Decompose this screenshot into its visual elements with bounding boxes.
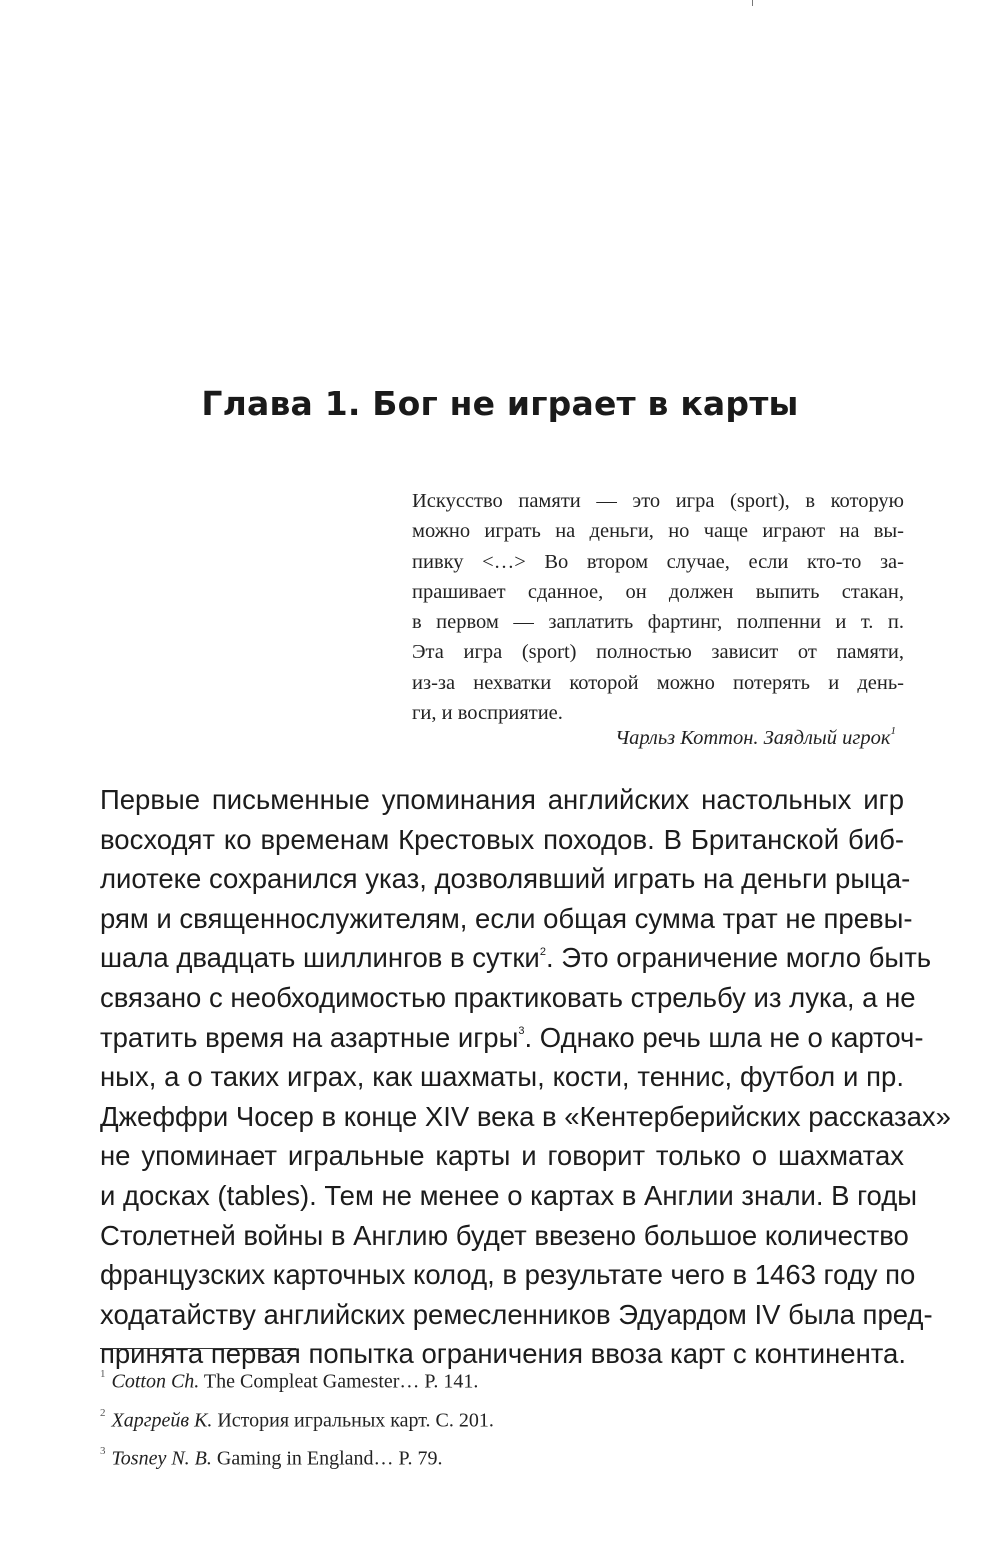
epigraph	[412, 486, 904, 728]
footnote-author: Tosney N. B.	[111, 1447, 212, 1470]
body-line-text: ходатайству английских ремесленников Эдуардом IV была пред-	[100, 1298, 933, 1330]
body-line-text: и досках (tables). Тем не менее о картах в Англии знали. В годы	[100, 1179, 918, 1211]
body-line	[100, 1255, 916, 1295]
footnote-ref[interactable]: 3	[518, 1025, 525, 1038]
crop-mark	[752, 0, 753, 6]
epigraph-line: прашивает сданное, он должен выпить стакан,	[412, 580, 904, 603]
footnote-item	[100, 1360, 900, 1399]
epigraph-line: ги, и восприятие.	[412, 702, 563, 725]
body-line-text: принята первая попытка ограничения ввоза карт с континента.	[100, 1338, 906, 1370]
footnote-ref[interactable]: 1	[890, 725, 896, 738]
epigraph-line: Эта игра (sport) полностью зависит от памяти,	[412, 641, 904, 664]
epigraph-line: Искусство памяти — это игра (sport), в которую	[412, 490, 904, 512]
footnote-number: 1	[100, 1368, 106, 1380]
body-line-text: Столетней войны в Англию будет ввезено большое количество	[100, 1219, 909, 1251]
body-line-text: Джеффри Чосер в конце XIV века в «Кентерберийских рассказах»	[100, 1100, 951, 1132]
body-line	[100, 820, 904, 860]
footnote-item	[100, 1437, 900, 1476]
footnote-item	[100, 1399, 900, 1438]
body-line-text: шала двадцать шиллингов в сутки	[100, 942, 540, 974]
footnote-number: 2	[100, 1406, 106, 1419]
body-line-text: рям и священнослужителям, если общая сумма трат не превы-	[100, 902, 913, 934]
body-line	[100, 859, 911, 899]
body-line-text: . Однако речь шла не о карточ-	[524, 1021, 924, 1053]
body-line-text: лиотеке сохранился указ, дозволявший играть на деньги рыца-	[100, 863, 911, 895]
body-line-text: ных, а о таких играх, как шахматы, кости, теннис, футбол и пр.	[100, 1061, 904, 1093]
chapter-title: Глава 1. Бог не играет в карты	[201, 384, 799, 423]
body-line	[100, 899, 913, 939]
body-line	[100, 1295, 933, 1335]
body-line	[100, 1136, 904, 1176]
body-line-text: связано с необходимостью практиковать стрельбу из лука, а не	[100, 981, 916, 1013]
body-line	[100, 1057, 904, 1097]
attribution-text: Чарльз Коттон. Заядлый игрок	[615, 727, 891, 749]
body-line	[100, 1097, 951, 1137]
body-line	[100, 1018, 924, 1058]
footnote-text: Gaming in England… P. 79.	[211, 1447, 443, 1470]
body-line-text: восходят ко временам Крестовых походов. В Британской биб-	[100, 823, 904, 855]
epigraph-line: пивку <…> Во втором случае, если кто-то за-	[412, 550, 904, 573]
epigraph-line: в первом — заплатить фартинг, полпенни и т. п.	[412, 611, 904, 634]
epigraph-line: из-за нехватки которой можно потерять и день-	[412, 671, 904, 694]
body-line	[100, 1216, 909, 1256]
body-line	[100, 1176, 918, 1216]
body-line	[100, 978, 916, 1018]
epigraph-attribution	[615, 727, 896, 750]
footnote-author: Cotton Ch.	[111, 1370, 200, 1393]
footnote-text: The Compleat Gamester… P. 141.	[199, 1370, 479, 1393]
body-line	[100, 780, 904, 820]
footnote-author: Харгрейв К.	[111, 1409, 213, 1432]
body-line-text: французских карточных колод, в результате чего в 1463 году по	[100, 1259, 916, 1291]
body-paragraph	[100, 780, 951, 1374]
body-line-text: Первые письменные упоминания английских настольных игр	[100, 784, 904, 815]
body-line	[100, 938, 932, 978]
body-line-text: не упоминает игральные карты и говорит только о шахматах	[100, 1140, 904, 1172]
footnote-text: История игральных карт. С. 201.	[212, 1409, 494, 1432]
footnotes	[100, 1360, 900, 1476]
body-line-text: тратить время на азартные игры	[100, 1021, 519, 1053]
footnote-number: 3	[100, 1445, 106, 1458]
body-line-text: . Это ограничение могло быть	[545, 942, 932, 974]
footnote-divider	[100, 1348, 296, 1349]
epigraph-line: можно играть на деньги, но чаще играют на вы-	[412, 520, 904, 543]
footnote-ref[interactable]: 2	[539, 946, 546, 959]
